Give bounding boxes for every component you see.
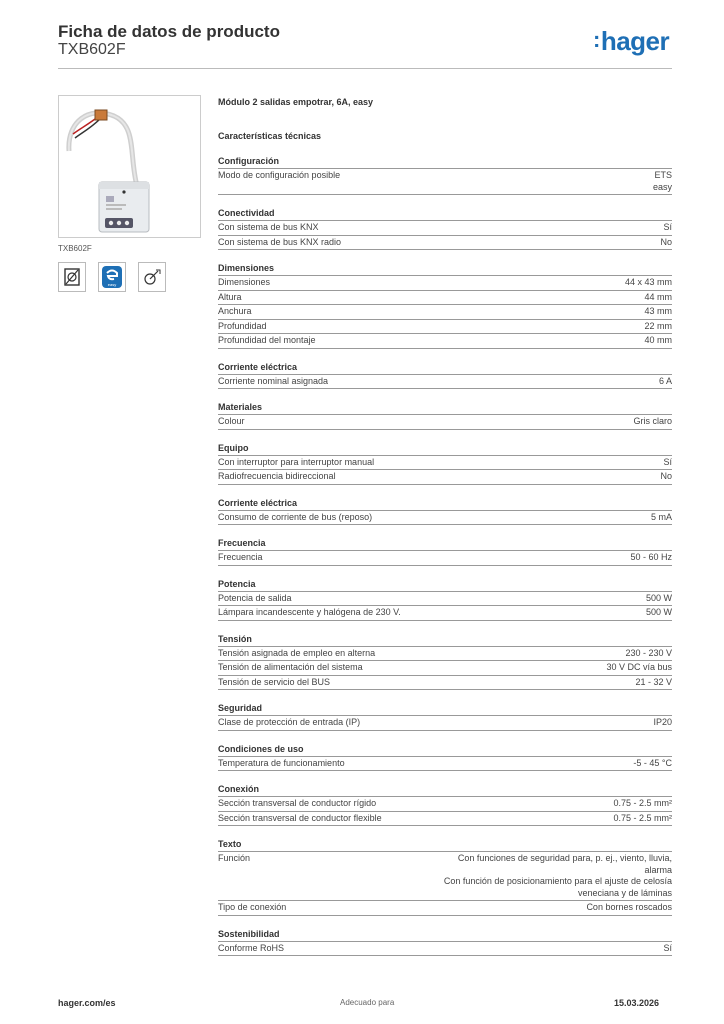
spec-row xyxy=(218,236,672,251)
spec-label: Tensión de alimentación del sistema xyxy=(218,662,363,672)
spec-label: Altura xyxy=(218,291,242,302)
product-photo-icon xyxy=(59,96,200,237)
spec-row xyxy=(218,661,672,676)
spec-section xyxy=(218,632,672,691)
spec-label: Tensión asignada de empleo en alterna xyxy=(218,647,376,658)
product-image xyxy=(58,95,201,238)
spec-value: ETS easy xyxy=(652,170,672,192)
spec-row xyxy=(218,456,672,471)
spec-label: Temperatura de funcionamiento xyxy=(218,757,345,768)
easy-icon-label: easy xyxy=(107,282,117,287)
section-title: Corriente eléctrica xyxy=(218,496,672,511)
spec-section xyxy=(218,701,672,731)
spec-row xyxy=(218,305,672,320)
spec-row xyxy=(218,276,672,291)
spec-row xyxy=(218,221,672,236)
logo-text: hager xyxy=(600,26,670,56)
section-title: Conectividad xyxy=(218,206,672,221)
spec-value: 44 mm xyxy=(644,291,672,302)
spec-section xyxy=(218,400,672,430)
section-title: Corriente eléctrica xyxy=(218,360,672,375)
spec-section xyxy=(218,261,672,349)
spec-value: Gris claro xyxy=(633,416,672,426)
spec-row xyxy=(218,291,672,306)
spec-value: 50 - 60 Hz xyxy=(630,552,672,562)
spec-row xyxy=(218,852,672,901)
spec-section xyxy=(218,441,672,485)
spec-value: 43 mm xyxy=(644,306,672,316)
section-title: Seguridad xyxy=(218,701,672,716)
spec-label: Profundidad del montaje xyxy=(218,335,316,345)
spec-row xyxy=(218,375,672,390)
spec-value: Sí xyxy=(663,222,672,232)
spec-value: 500 W xyxy=(645,592,672,603)
product-code: TXB602F xyxy=(58,41,126,58)
spec-label: Consumo de corriente de bus (reposo) xyxy=(218,511,373,522)
spec-row xyxy=(218,511,672,526)
spec-value: No xyxy=(660,471,672,481)
spec-row xyxy=(218,716,672,731)
spec-value: Sí xyxy=(663,942,672,953)
header-divider xyxy=(58,68,672,69)
section-title: Configuración xyxy=(218,154,672,169)
spec-value: Con funciones de seguridad para, p. ej., viento, lluvia, alarma Con función de posicionamiento para el ajuste de celosía veneciana y de láminas xyxy=(443,853,672,898)
spec-row xyxy=(218,942,672,957)
spec-section xyxy=(218,360,672,390)
spec-row xyxy=(218,797,672,812)
spec-label: Sección transversal de conductor flexible xyxy=(218,812,382,823)
spec-row xyxy=(218,334,672,349)
spec-value: -5 - 45 °C xyxy=(633,757,672,768)
spec-row xyxy=(218,647,672,662)
spec-section xyxy=(218,496,672,526)
manual-switch-icon xyxy=(138,262,166,292)
feature-icons xyxy=(58,262,166,292)
spec-label: Sección transversal de conductor rígido xyxy=(218,798,377,808)
footer-suitable: Adecuado para xyxy=(340,998,395,1007)
spec-value: 44 x 43 mm xyxy=(624,277,672,287)
spec-label: Colour xyxy=(218,416,245,426)
spec-value: 6 A xyxy=(658,375,672,386)
spec-label: Con sistema de bus KNX xyxy=(218,222,319,232)
spec-label: Conforme RoHS xyxy=(218,942,285,953)
spec-value: 230 - 230 V xyxy=(625,647,672,658)
spec-label: Con sistema de bus KNX radio xyxy=(218,236,342,247)
spec-row xyxy=(218,320,672,335)
spec-value: 22 mm xyxy=(644,320,672,331)
section-title: Equipo xyxy=(218,441,672,456)
spec-row xyxy=(218,812,672,827)
spec-label: Con interruptor para interruptor manual xyxy=(218,456,375,467)
spec-row xyxy=(218,169,672,195)
spec-value: 30 V DC vía bus xyxy=(606,662,672,672)
section-title: Potencia xyxy=(218,577,672,592)
spec-row xyxy=(218,606,672,621)
spec-label: Tensión de servicio del BUS xyxy=(218,676,331,687)
easy-icon xyxy=(98,262,126,292)
section-title: Conexión xyxy=(218,782,672,797)
spec-section xyxy=(218,742,672,772)
spec-value: 0.75 - 2.5 mm² xyxy=(613,812,672,823)
spec-row xyxy=(218,470,672,485)
spec-label: Dimensiones xyxy=(218,277,271,287)
spec-value: 5 mA xyxy=(650,511,672,522)
spec-row xyxy=(218,676,672,691)
spec-label: Lámpara incandescente y halógena de 230 V. xyxy=(218,607,401,617)
spec-row xyxy=(218,551,672,566)
section-title: Sostenibilidad xyxy=(218,927,672,942)
section-title: Dimensiones xyxy=(218,261,672,276)
hager-logo xyxy=(593,26,669,57)
spec-label: Radiofrecuencia bidireccional xyxy=(218,471,336,481)
footer-website: hager.com/es xyxy=(58,998,116,1008)
spec-sections xyxy=(218,154,672,956)
section-title: Frecuencia xyxy=(218,536,672,551)
spec-row xyxy=(218,901,672,916)
spec-label: Modo de configuración posible xyxy=(218,170,341,180)
section-title: Tensión xyxy=(218,632,672,647)
spec-row xyxy=(218,757,672,772)
spec-value: 21 - 32 V xyxy=(635,676,672,687)
spec-section xyxy=(218,536,672,566)
spec-section xyxy=(218,837,672,916)
logo-dots-icon: : xyxy=(593,27,600,52)
page-title: Ficha de datos de producto xyxy=(58,22,280,41)
spec-section xyxy=(218,577,672,621)
section-title: Texto xyxy=(218,837,672,852)
section-title: Materiales xyxy=(218,400,672,415)
section-title: Condiciones de uso xyxy=(218,742,672,757)
spec-row xyxy=(218,592,672,607)
spec-row xyxy=(218,415,672,430)
spec-value: 40 mm xyxy=(644,335,672,345)
spec-label: Tipo de conexión xyxy=(218,902,287,912)
spec-label: Frecuencia xyxy=(218,552,263,562)
spec-label: Anchura xyxy=(218,306,252,316)
spec-section xyxy=(218,782,672,826)
spec-value: IP20 xyxy=(653,717,672,727)
spec-label: Clase de protección de entrada (IP) xyxy=(218,717,361,727)
spec-value: Con bornes roscados xyxy=(586,902,672,912)
spec-value: 500 W xyxy=(645,607,672,617)
spec-value: Sí xyxy=(663,456,672,467)
installation-icon xyxy=(58,262,86,292)
spec-label: Potencia de salida xyxy=(218,592,292,603)
spec-label: Función xyxy=(218,853,251,863)
product-reference: TXB602F xyxy=(58,244,92,253)
spec-section xyxy=(218,206,672,250)
tech-heading: Características técnicas xyxy=(218,131,322,141)
spec-section xyxy=(218,927,672,957)
spec-value: No xyxy=(660,236,672,247)
spec-label: Profundidad xyxy=(218,320,267,331)
spec-sheet xyxy=(218,95,672,956)
footer-date: 15.03.2026 xyxy=(614,998,660,1008)
product-description: Módulo 2 salidas empotrar, 6A, easy xyxy=(218,97,374,107)
spec-section xyxy=(218,154,672,195)
spec-value: 0.75 - 2.5 mm² xyxy=(613,798,672,808)
spec-label: Corriente nominal asignada xyxy=(218,375,329,386)
